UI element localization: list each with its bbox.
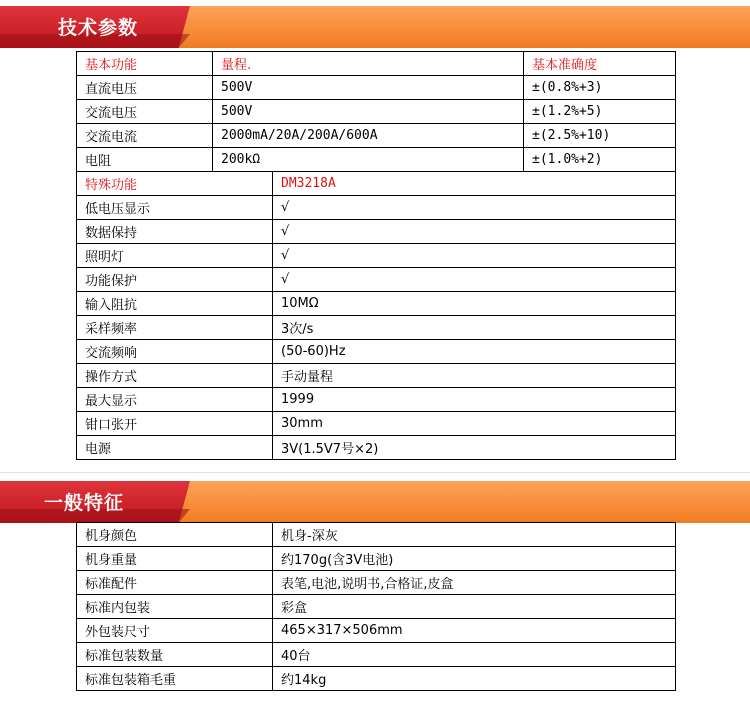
special-value-cell: √	[273, 196, 676, 220]
general-value-cell: 机身-深灰	[273, 523, 676, 547]
special-func-header: 特殊功能	[77, 172, 273, 196]
general-value-cell: 40台	[273, 643, 676, 667]
header-orange-stripe	[178, 6, 750, 48]
general-name-cell: 机身颜色	[77, 523, 273, 547]
header-orange-stripe	[178, 481, 750, 523]
table-row	[77, 436, 676, 460]
table-row	[77, 76, 676, 100]
special-func-cell: 功能保护	[77, 268, 273, 292]
general-value-cell: 表笔,电池,说明书,合格证,皮盒	[273, 571, 676, 595]
general-features-title: 一般特征	[44, 492, 125, 514]
special-value-cell: 手动量程	[273, 364, 676, 388]
table-row	[77, 571, 676, 595]
special-value-cell: 30mm	[273, 412, 676, 436]
special-value-cell: √	[273, 244, 676, 268]
special-value-cell: 3次/s	[273, 316, 676, 340]
table-row	[77, 364, 676, 388]
accuracy-cell: ±(1.0%+2)	[524, 148, 676, 172]
table-row	[77, 340, 676, 364]
table-row	[77, 196, 676, 220]
special-func-cell: 采样频率	[77, 316, 273, 340]
table-row	[77, 148, 676, 172]
special-func-cell: 最大显示	[77, 388, 273, 412]
table-row	[77, 244, 676, 268]
general-value-cell: 彩盒	[273, 595, 676, 619]
accuracy-cell: ±(0.8%+3)	[524, 76, 676, 100]
accuracy-cell: ±(2.5%+10)	[524, 124, 676, 148]
table-row	[77, 595, 676, 619]
general-value-cell: 约170g(含3V电池)	[273, 547, 676, 571]
special-func-cell: 电源	[77, 436, 273, 460]
table-row	[77, 100, 676, 124]
general-features-header	[0, 481, 750, 523]
special-func-cell: 照明灯	[77, 244, 273, 268]
basic-func-header: 基本功能	[77, 52, 213, 76]
special-func-cell: 数据保持	[77, 220, 273, 244]
table-row	[77, 619, 676, 643]
basic-header-row	[77, 52, 676, 76]
special-header-row	[77, 172, 676, 196]
range-cell: 500V	[213, 76, 524, 100]
special-func-cell: 操作方式	[77, 364, 273, 388]
special-func-cell: 输入阻抗	[77, 292, 273, 316]
special-func-cell: 低电压显示	[77, 196, 273, 220]
basic-func-cell: 交流电压	[77, 100, 213, 124]
table-row	[77, 292, 676, 316]
tech-params-header	[0, 6, 750, 48]
range-cell: 200kΩ	[213, 148, 524, 172]
section-divider	[0, 472, 750, 473]
range-cell: 2000mA/20A/200A/600A	[213, 124, 524, 148]
tech-params-title: 技术参数	[58, 17, 139, 39]
table-row	[77, 523, 676, 547]
general-name-cell: 标准配件	[77, 571, 273, 595]
table-row	[77, 388, 676, 412]
special-func-cell: 钳口张开	[77, 412, 273, 436]
table-row	[77, 124, 676, 148]
tech-params-table	[76, 51, 676, 460]
general-name-cell: 标准内包装	[77, 595, 273, 619]
accuracy-cell: ±(1.2%+5)	[524, 100, 676, 124]
general-name-cell: 标准包装箱毛重	[77, 667, 273, 691]
table-row	[77, 643, 676, 667]
special-value-cell: (50-60)Hz	[273, 340, 676, 364]
basic-func-cell: 电阻	[77, 148, 213, 172]
general-features-table	[76, 522, 676, 691]
table-row	[77, 316, 676, 340]
general-name-cell: 外包装尺寸	[77, 619, 273, 643]
basic-func-cell: 直流电压	[77, 76, 213, 100]
special-value-cell: √	[273, 268, 676, 292]
table-row	[77, 268, 676, 292]
general-name-cell: 机身重量	[77, 547, 273, 571]
table-row	[77, 412, 676, 436]
table-row	[77, 220, 676, 244]
special-func-cell: 交流频响	[77, 340, 273, 364]
range-header: 量程.	[213, 52, 524, 76]
basic-func-cell: 交流电流	[77, 124, 213, 148]
special-value-cell: 1999	[273, 388, 676, 412]
range-cell: 500V	[213, 100, 524, 124]
accuracy-header: 基本准确度	[524, 52, 676, 76]
general-value-cell: 465×317×506mm	[273, 619, 676, 643]
model-header: DM3218A	[273, 172, 676, 196]
general-value-cell: 约14kg	[273, 667, 676, 691]
general-name-cell: 标准包装数量	[77, 643, 273, 667]
table-row	[77, 667, 676, 691]
special-value-cell: 3V(1.5V7号×2)	[273, 436, 676, 460]
special-value-cell: √	[273, 220, 676, 244]
special-value-cell: 10MΩ	[273, 292, 676, 316]
table-row	[77, 547, 676, 571]
